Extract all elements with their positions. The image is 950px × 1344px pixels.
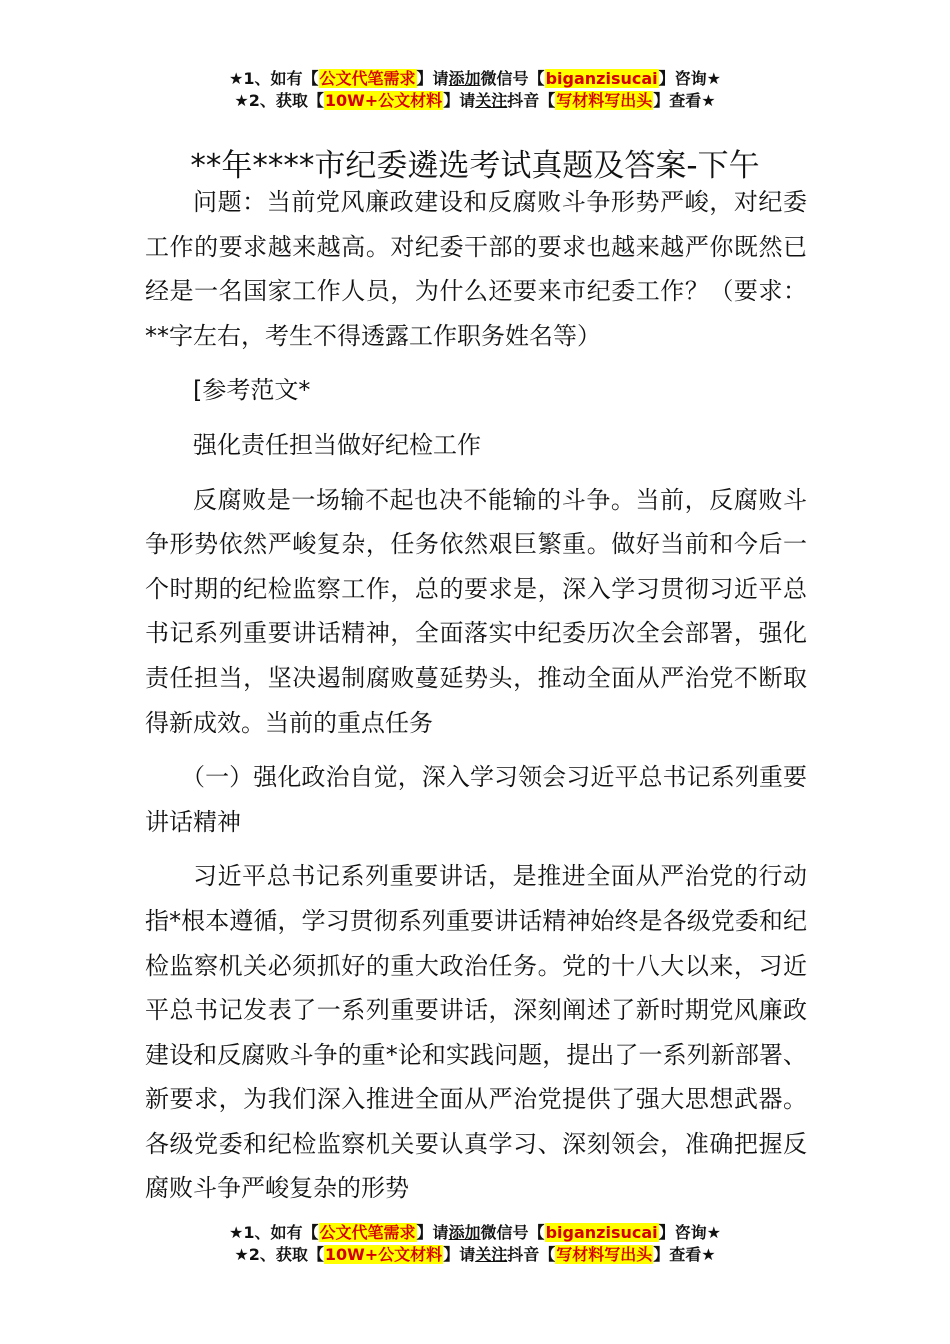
reference-label: [参考范文* <box>193 376 311 405</box>
body-paragraph: 反腐败是一场输不起也决不能输的斗争。当前，反腐败斗争形势依然严峻复杂，任务依然艰巨繁重。做好当前和今后一个时期的纪检监察工作，总的要求是，深入学习贯彻习近平总书记系列重要讲话精神，全面落实中纪委历次全会部署，强化责任担当，坚决遏制腐败蔓延势头，推动全面从严治党不断取得新成效。当前的重点任务 <box>145 485 807 737</box>
banner-line-2: ★2、获取【10W+公文材料】请关注抖音【写材料写出头】查看★ <box>234 91 716 110</box>
star-icon: ★ <box>234 91 249 110</box>
section-heading: （一）强化政治自觉，深入学习领会习近平总书记系列重要讲话精神 <box>145 763 807 836</box>
highlight-materials: 10W+公文材料 <box>324 91 443 110</box>
highlight-wechat-id: biganzisucai <box>545 69 658 88</box>
star-icon: ★ <box>706 1223 721 1242</box>
banner-line-1: ★1、如有【公文代笔需求】请添加微信号【biganzisucai】咨询★ <box>229 69 721 88</box>
body-paragraph: 习近平总书记系列重要讲话，是推进全面从严治党的行动指*根本遵循，学习贯彻系列重要讲话精神始终是各级党委和纪检监察机关必须抓好的重大政治任务。党的十八大以来，习近平总书记发表了一系列重要讲话，深刻阐述了新时期党风廉政建设和反腐败斗争的重*论和实践问题，提出了一系列新部署、新要求，为我们深入推进全面从严治党提供了强大思想武器。各级党委和纪检监察机关要认真学习、深刻领会，准确把握反腐败斗争严峻复杂的形势 <box>145 862 807 1203</box>
star-icon: ★ <box>229 69 244 88</box>
highlight-service: 公文代笔需求 <box>319 69 416 88</box>
star-icon: ★ <box>234 1245 249 1264</box>
star-icon: ★ <box>706 69 721 88</box>
header-banner <box>0 68 950 112</box>
footer-banner <box>0 1222 950 1266</box>
document-title: **年****市纪委遴选考试真题及答案-下午 <box>190 147 760 184</box>
highlight-wechat-id: biganzisucai <box>545 1223 658 1242</box>
banner-line-2: ★2、获取【10W+公文材料】请关注抖音【写材料写出头】查看★ <box>234 1245 716 1264</box>
essay-heading: 强化责任担当做好纪检工作 <box>193 430 481 459</box>
star-icon: ★ <box>229 1223 244 1242</box>
highlight-douyin-account: 写材料写出头 <box>556 1245 653 1264</box>
banner-line-1: ★1、如有【公文代笔需求】请添加微信号【biganzisucai】咨询★ <box>229 1223 721 1242</box>
star-icon: ★ <box>701 91 716 110</box>
highlight-materials: 10W+公文材料 <box>324 1245 443 1264</box>
star-icon: ★ <box>701 1245 716 1264</box>
document-body <box>145 180 807 1211</box>
highlight-douyin-account: 写材料写出头 <box>556 91 653 110</box>
highlight-service: 公文代笔需求 <box>319 1223 416 1242</box>
question-paragraph: 问题：当前党风廉政建设和反腐败斗争形势严峻，对纪委工作的要求越来越高。对纪委干部的要求也越来越严你既然已经是一名国家工作人员，为什么还要来市纪委工作？（要求：**字左右，考生不得透露工作职务姓名等） <box>145 188 807 350</box>
